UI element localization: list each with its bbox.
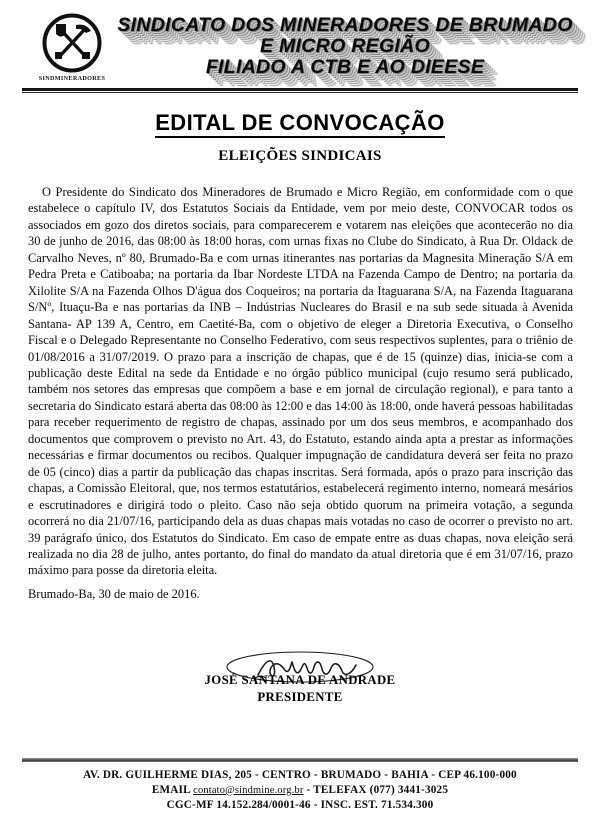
crossed-shovel-pickaxe-in-circle-icon — [41, 12, 103, 74]
signature-block — [0, 645, 600, 705]
banner-line-2: E MICRO REGIÃO — [260, 34, 430, 57]
footer-registration-line: CGC-MF 14.152.284/0001-46 - INSC. EST. 71.534.300 — [166, 799, 434, 812]
footer-email-label: EMAIL — [151, 783, 191, 796]
header-divider — [22, 88, 578, 93]
body-paragraph: O Presidente do Sindicato dos Mineradores de Brumado e Micro Região, em conformidade com o que estabelece o capítulo IV, dos Estatutos Sociais da Entidade, vem por meio deste, CONVOCAR todos os associados em gozo dos diretos sociais, para comparecerem e votarem nas eleições que acontecerão no dia 30 de junho de 2016, das 08:00 às 18:00 horas, com urnas fixas no Clube do Sindicato, à Rua Dr. Oldack de Carvalho Neves, nº 80, Brumado-Ba e com urnas itinerantes nas portarias da Magnesita Mineração S/A em Pedra Preta e Catiboaba; na portaria da Ibar Nordeste LTDA na Fazenda Campo de Dentro; na portaria da Xilolite S/A na Fazenda Olhos D'água dos Coqueiros; na portaria da Itaguarana S/A, na Fazenda Itaguarana S/Nº, Ituaçu-Ba e nas portarias da INB – Indústrias Nucleares do Brasil e na sub sede situada à Avenida Santana- AP 139 A, Centro, em Caetité-Ba, com o objetivo de eleger a Diretoria Executiva, o Conselho Fiscal e o Delegado Representante no Conselho Federativo, com seus respectivos suplentes, para o triênio de 01/08/2016 a 31/07/2019. O prazo para a inscrição de chapas, que é de 15 (quinze) dias, inicia-se com a publicação deste Edital na sede da Entidade e no órgão público municipal (cujo resumo será publicado, também nos setores das empresas que compõem a base e em jornal de circulação regional), e para tanto a secretaria do Sindicato estará aberta das 08:00 às 12:00 e das 14:00 às 18:00, onde haverá pessoas habilitadas para receber requerimento de registro de chapas, assinado por um dos seus membros, e acompanhado dos documentos que comprovem o previsto no Art. 43, do Estatuto, estando ainda apta a prestar as informações necessárias e firmar documentos ou recibos. Qualquer impugnação de candidatura deverá ser feita no prazo de 05 (cinco) dias a partir da publicação das chapas inscritas. Será formada, após o prazo para inscrição das chapas, a Comissão Eleitoral, que, nos termos estatutários, estabelecerá regimento interno, nomeará mesários e escrutinadores e dirigirá todo o pleito. Caso não seja obtido quorum na primeira votação, a segunda ocorrerá no dia 21/07/16, participando dela as duas chapas mais votadas no caso de ocorrer o previsto no art. 39 parágrafo único, dos Estatutos do Sindicato. Em caso de empate entre as duas chapas, nova eleição será realizada no dia 28 de julho, antes portanto, do final do mandato da atual diretoria que é em 31/07/16, prazo máximo para posse da diretoria eleita. — [28, 185, 573, 578]
page-title-text: EDITAL DE CONVOCAÇÃO — [155, 110, 445, 138]
footer-email-line — [0, 783, 600, 799]
footer-address-line: AV. DR. GUILHERME DIAS, 205 - CENTRO - BRUMADO - BAHIA - CEP 46.100-000 — [83, 769, 517, 781]
logo-caption: SINDMINERADORES — [38, 75, 106, 82]
footer-telefax-text: - TELEFAX (077) 3441-3025 — [306, 783, 449, 796]
footer-email-link[interactable]: contato@sindmine.org.br — [193, 784, 304, 796]
signatory-name: JOSÉ SANTANA DE ANDRADE — [204, 673, 396, 687]
footer-contact-block — [0, 768, 600, 813]
dateline: Brumado-Ba, 30 de maio de 2016. — [28, 587, 200, 601]
page-subtitle: ELEIÇÕES SINDICAIS — [218, 148, 382, 164]
page-title — [0, 110, 600, 136]
footer-divider — [22, 758, 578, 762]
header-divider-thin — [22, 92, 578, 93]
document-header — [0, 0, 600, 86]
banner-line-3: FILIADO A CTB E AO DIEESE — [205, 55, 485, 78]
signatory-role: PRESIDENTE — [257, 690, 343, 704]
header-banner — [105, 16, 585, 78]
banner-line-1: SINDICATO DOS MINERADORES DE BRUMADO — [117, 14, 573, 36]
document-footer — [0, 758, 600, 813]
